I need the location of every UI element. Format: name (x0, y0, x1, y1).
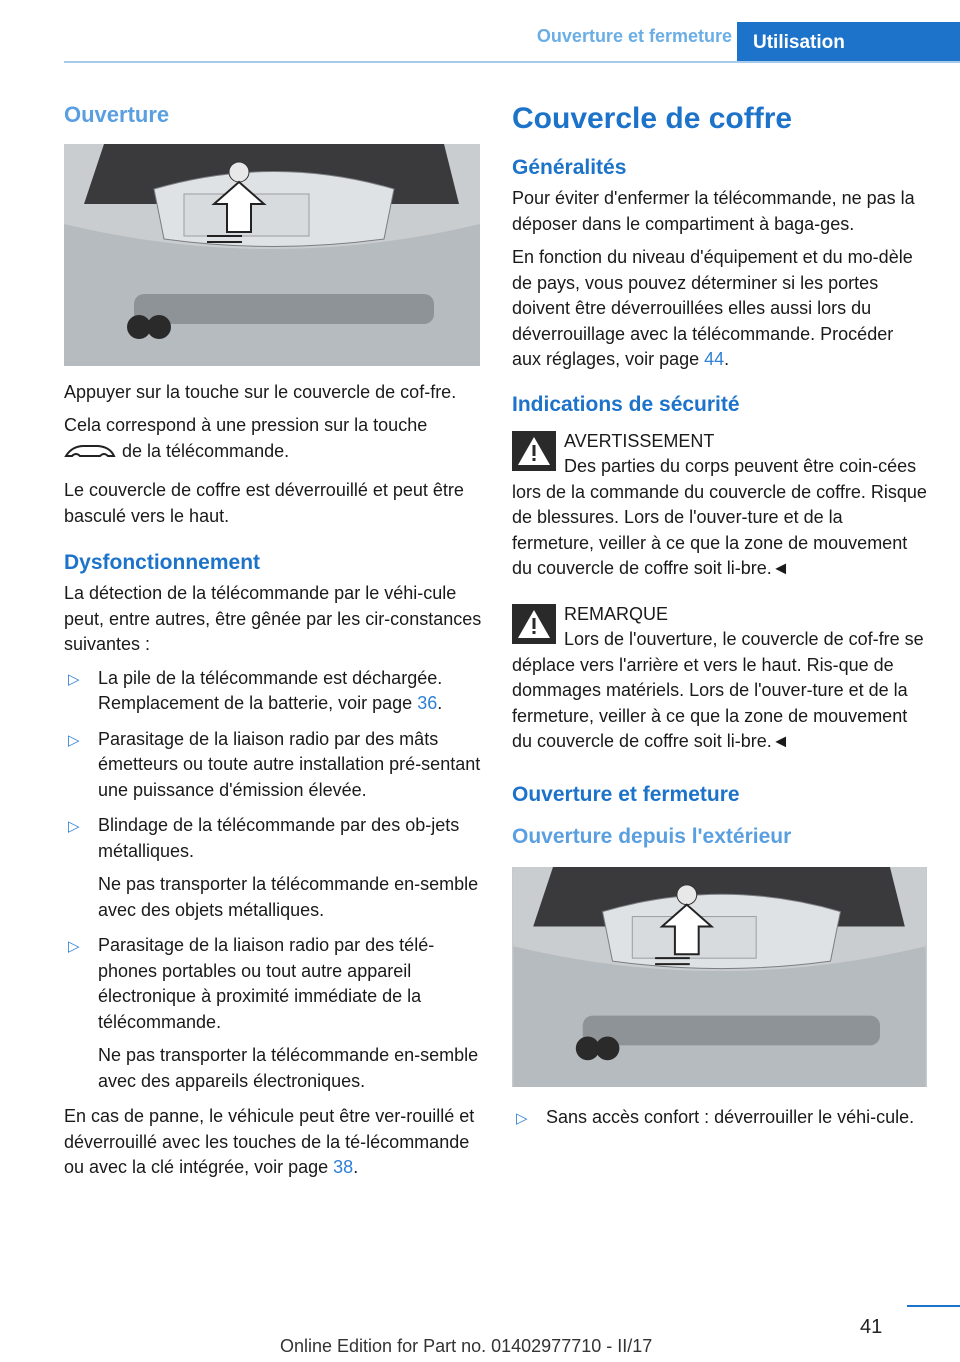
list-item: ▷ Parasitage de la liaison radio par des mâts émetteurs ou toute autre installation pré-sentant une puissance d'émission élevée. (68, 728, 481, 800)
triangle-bullet-icon: ▷ (68, 731, 80, 749)
section-heading-ouverture: Ouverture (64, 102, 170, 127)
triangle-bullet-icon: ▷ (68, 818, 80, 835)
notice-block (512, 602, 927, 755)
list-item: ▷ Parasitage de la liaison radio par des télé-phones portables ou tout autre appareil électronique à proximité immédiate de la télécommande. Ne pas transporter la télécommande en-semble avec des appareils électroniques. (68, 935, 479, 1091)
page-title: Couvercle de coffre (512, 102, 793, 135)
left-column (64, 102, 482, 1189)
car-rear-illustration (512, 867, 927, 1087)
page-link[interactable]: 36 (417, 693, 438, 713)
header-rule (64, 61, 960, 63)
subheading-malfunction: Dysfonctionnement (64, 551, 261, 574)
warning-label: AVERTISSEMENT (564, 430, 715, 451)
trunk-image (512, 867, 927, 1087)
notice-text: Lors de l'ouverture, le couvercle de cof-fre se déplace vers l'arrière et vers le haut. Ris-que de dommages matériels. Lors de l'ouver-ture et de la fermeture, veiller à ce que la zone de mouvement du couvercle de coffre soit li-bre.◄ (512, 629, 924, 751)
list-item: ▷ La pile de la télécommande est déchargée. Remplacement de la batterie, voir page 36. (68, 667, 443, 713)
triangle-bullet-icon: ▷ (68, 938, 80, 955)
triangle-bullet-icon: ▷ (68, 670, 80, 688)
paragraph-general-2: En fonction du niveau d'équipement et du mo-dèle de pays, vous pouvez déterminer si les portes doivent être déverrouillées elles aussi lors du déverrouillage avec la télécommande. Procéder aux réglages, voir page 44. (512, 247, 913, 369)
footer-rule (907, 1305, 960, 1307)
paragraph-remote-equivalent: Cela correspond à une pression sur la touche de la télécommande. (64, 415, 428, 461)
page-link[interactable]: 38 (333, 1157, 354, 1177)
warning-icon (512, 604, 556, 644)
warning-block (512, 429, 927, 582)
page-number: 41 (860, 1316, 883, 1338)
trunk-image (64, 144, 480, 366)
list-item: ▷ Sans accès confort : déverrouiller le véhi-cule. (512, 1105, 927, 1131)
header-tab[interactable]: Utilisation (737, 22, 960, 62)
page-link[interactable]: 44 (704, 349, 725, 369)
right-column (512, 102, 927, 1140)
list-item: ▷ Blindage de la télécommande par des ob-jets métalliques. Ne pas transporter la télécommande en-semble avec des objets métalliques. (68, 815, 479, 920)
open-outside-list (512, 1105, 927, 1131)
paragraph-general-1: Pour éviter d'enfermer la télécommande, ne pas la déposer dans le compartiment à baga-ges. (512, 188, 915, 234)
warning-icon (512, 431, 556, 471)
warning-text: Des parties du corps peuvent être coin-cées lors de la commande du couvercle de coffre. Risque de blessures. Lors de l'ouver-ture et de la fermeture, veiller à ce que la zone de mouvement du couvercle de coffre soit li-bre.◄ (512, 456, 927, 578)
car-trunk-icon (64, 442, 116, 462)
subheading-general: Généralités (512, 156, 627, 179)
paragraph-unlocked: Le couvercle de coffre est déverrouillé et peut être basculé vers le haut. (64, 480, 464, 526)
car-rear-illustration (64, 144, 480, 366)
paragraph-closing: En cas de panne, le véhicule peut être ver-rouillé et déverrouillé avec les touches de la té-lécommande ou avec la clé intégrée, voir page 38. (64, 1106, 475, 1177)
section-heading-open-close: Ouverture et fermeture (512, 782, 740, 806)
malfunction-list (64, 666, 482, 1095)
header-section-title: Ouverture et fermeture (536, 26, 732, 46)
section-heading-open-outside: Ouverture depuis l'extérieur (512, 824, 792, 848)
paragraph-intro-malfunction: La détection de la télécommande par le véhi-cule peut, entre autres, être gênée par les cir-constances suivantes : (64, 583, 482, 654)
notice-label: REMARQUE (564, 603, 669, 624)
edition-footer: Online Edition for Part no. 01402977710 - II/17 (280, 1336, 653, 1356)
paragraph-press-button: Appuyer sur la touche sur le couvercle de cof-fre. (64, 381, 457, 402)
triangle-bullet-icon: ▷ (516, 1109, 528, 1127)
subheading-safety: Indications de sécurité (512, 392, 740, 416)
